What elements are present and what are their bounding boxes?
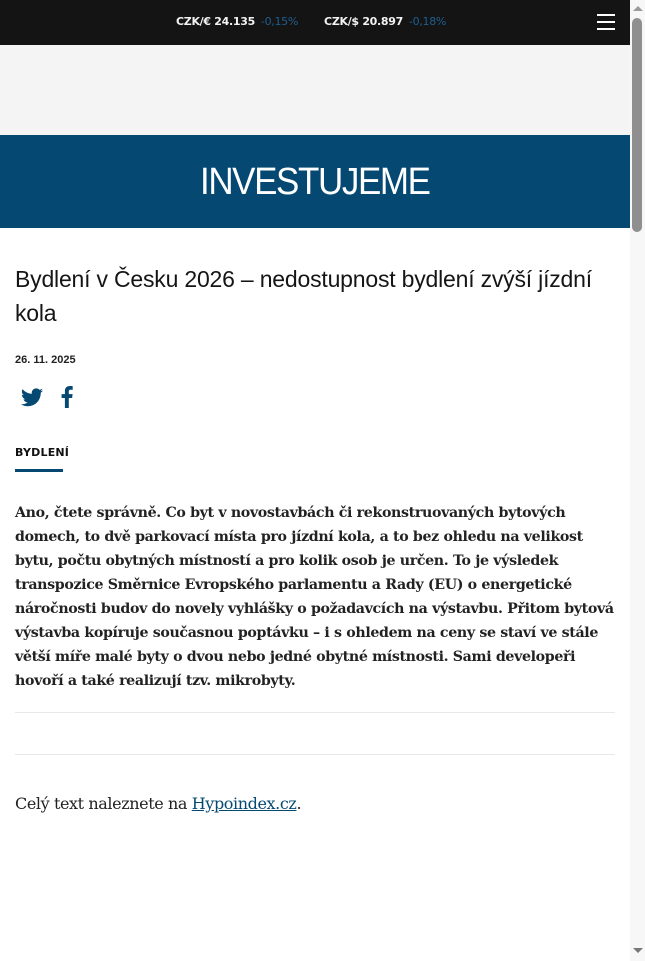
brand-banner[interactable] bbox=[0, 135, 630, 228]
source-suffix: . bbox=[296, 794, 302, 813]
category-tag[interactable]: BYDLENÍ bbox=[15, 446, 70, 459]
exchange-rates bbox=[176, 15, 446, 28]
scroll-thumb[interactable] bbox=[632, 18, 642, 232]
source-line bbox=[15, 794, 301, 813]
article-date: 26. 11. 2025 bbox=[15, 354, 76, 366]
rate-eur-change: -0,15% bbox=[260, 15, 299, 28]
article bbox=[15, 262, 615, 813]
rate-usd[interactable] bbox=[324, 15, 446, 28]
divider bbox=[15, 754, 615, 755]
currency-ticker-bar bbox=[0, 0, 630, 45]
source-link[interactable]: Hypoindex.cz bbox=[191, 794, 297, 813]
facebook-icon[interactable] bbox=[61, 386, 73, 412]
rate-eur-value: CZK/€ 24.135 bbox=[176, 15, 255, 28]
rate-usd-value: CZK/$ 20.897 bbox=[324, 15, 403, 28]
rate-eur[interactable] bbox=[176, 15, 298, 28]
category-tag-underline bbox=[15, 469, 63, 472]
article-perex: Ano, čtete správně. Co byt v novostavbách či rekonstruovaných bytových domech, to dvě parkovací místa pro jízdní kola, a to bez ohledu na velikost bytu, počtu obytných místností a pro kolik osob je určen. To je výsledek transpozice Směrnice Evropského parlamentu a Rady (EU) o energetické náročnosti budov do novely vyhlášky o požadavcích na výstavbu. Přitom bytová výstavba kopíruje současnou poptávku – i s ohledem na ceny se staví ve stále větší míře malé byty o dvou nebo jedné obytné místnosti. Sami developeři hovoří a také realizují tzv. mikrobyty. bbox=[15, 505, 614, 689]
article-title: Bydlení v Česku 2026 – nedostupnost bydlení zvýší jízdní kola bbox=[15, 266, 592, 326]
divider bbox=[15, 712, 615, 713]
rate-usd-change: -0,18% bbox=[408, 15, 447, 28]
scroll-down-arrow-icon[interactable] bbox=[633, 948, 643, 953]
scroll-up-arrow-icon[interactable] bbox=[633, 6, 643, 11]
share-buttons bbox=[21, 386, 73, 412]
hamburger-menu-icon[interactable] bbox=[596, 13, 616, 31]
source-prefix: Celý text naleznete na bbox=[15, 794, 192, 813]
ad-placeholder bbox=[0, 45, 630, 135]
site-logo[interactable]: INVESTUJEME bbox=[200, 161, 430, 203]
twitter-icon[interactable] bbox=[21, 388, 43, 411]
vertical-scrollbar[interactable] bbox=[630, 0, 645, 961]
